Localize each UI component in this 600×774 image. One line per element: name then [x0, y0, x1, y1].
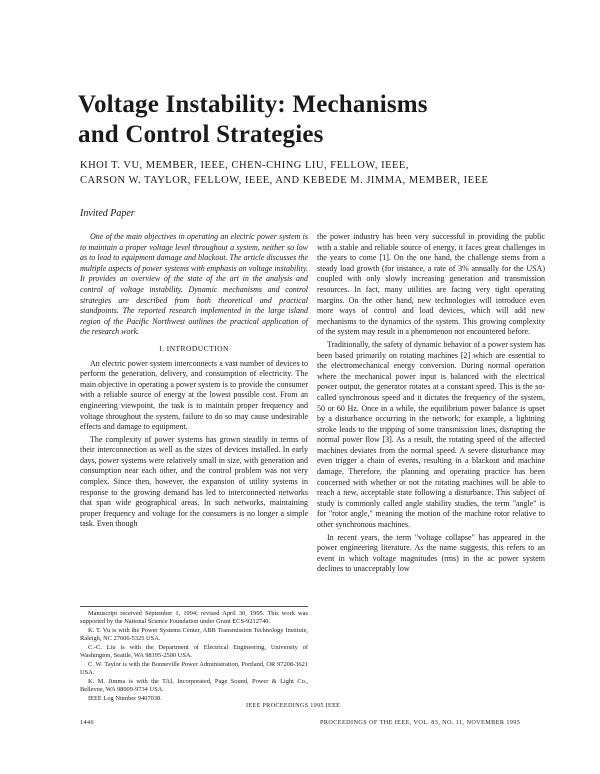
ieee-copyright-line: IEEE PROCEEDINGS 1995 IEEE	[246, 702, 341, 709]
author-line-2: CARSON W. TAYLOR, FELLOW, IEEE, AND KEBEDE M. JIMMA, MEMBER, IEEE	[80, 175, 489, 186]
journal-footer: PROCEEDINGS OF THE IEEE, VOL. 83, NO. 11, NOVEMBER 1995	[320, 719, 521, 726]
page-number: 1446	[80, 719, 94, 726]
title-line-2: and Control Strategies	[78, 121, 324, 148]
footnote-author-jimma: K. M. Jimma is with the TAI, Incorporated, Page Sound, Power & Light Co., Bellevue, WA 98009-9734 USA.	[80, 678, 308, 693]
section-heading-introduction: I. INTRODUCTION	[159, 343, 229, 353]
right-paragraph-2: Traditionally, the safety of dynamic behavior of a power system has been based primarily on rotating machines [2] which are essential to the electromechanical energy conversion. During normal operation where the mechanical power input is balanced with the electrical power output, the generator rotates at a constant speed. This is the so-called synchronous speed and it dictates the frequency of the system, 50 or 60 Hz. Once in a while, the equilibrium power balance is upset by a disturbance occurring in the network; for example, a lightning stroke leads to the tripping of some transmission lines, disrupting the normal power flow [3]. As a result, the rotating speed of the affected machines deviates from the normal speed. A severe disturbance may even trigger a chain of events, resulting in a blackout and machine damage. Therefore, the planning and operating practice has been concerned with whether or not the rotating machines will be able to reach a new, acceptable state following a disturbance. This subject of study is commonly called angle stability studies, the term "angle" is for "rotor angle," meaning the motion of the machine rotor relative to other synchronous machines.	[317, 339, 545, 530]
abstract: One of the main objectives in operating an electric power system is to maintain a proper voltage level throughout a system, neither so low as to lead to equipment damage and blackout. The article discusses the multiple aspects of power systems with emphasis on voltage instability. It provides an overview of the state of the art in the analysis and control of voltage instability. Dynamic mechanisms and control strategies are described from both theoretical and practical standpoints. The reported research implemented in the large island region of the Pacific Northwest outlines the practical application of the research work.	[80, 232, 308, 337]
footnote-manuscript: Manuscript received September 1, 1994; revised April 30, 1995. This work was supported by the National Science Foundation under Grant ECS-9212740.	[80, 610, 308, 625]
right-paragraph-3: In recent years, the term "voltage collapse" has appeared in the power engineering literature. As the name suggests, this refers to an event in which voltage magnitudes (rms) in the ac power system declines to unacceptably low	[317, 532, 545, 574]
footnote-log-number: IEEE Log Number 9407038.	[88, 695, 162, 702]
footnote-author-liu: C.-C. Liu is with the Department of Electrical Engineering, University of Washington, Seattle, WA 98195-2500 USA.	[80, 644, 308, 659]
title-line-1: Voltage Instability: Mechanisms	[78, 91, 428, 118]
author-line-1: KHOI T. VU, MEMBER, IEEE, CHEN-CHING LIU, FELLOW, IEEE,	[80, 160, 409, 171]
author-list	[80, 158, 550, 188]
invited-paper-label: Invited Paper	[80, 208, 135, 219]
left-paragraph-1: An electric power system interconnects a vast number of devices to perform the generation, delivery, and consumption of electricity. The main objective in operating a power system is to provide the consumer with a reliable source of energy at the lowest possible cost. From an engineering viewpoint, the task is to maintain proper frequency and voltage throughout the system, failure to do so may cause undesirable effects and damage to equipment.	[80, 358, 308, 432]
left-column	[80, 232, 308, 532]
right-paragraph-1: the power industry has been very successful in providing the public with a stable and reliable source of energy, it faces great challenges in the years to come [1]. On the one hand, the challenge stems from a steady load growth (for instance, a rate of 3% annually for the USA) coupled with only slowly increasing generation and transmission resources. In fact, many utilities are facing very tight operating margins. On the other hand, new technologies will introduce even more ways of control and load devices, which will add new mechanisms to the dynamics of the system. This growing complexity of the system may result in a phenomenon not encountered before.	[317, 232, 545, 337]
footnotes	[80, 606, 308, 704]
paper-title	[78, 90, 548, 150]
footnote-author-vu: K. T. Vu is with the Power Systems Center, ABB Transmission Technology Institute, Raleigh, NC 27606-5325 USA.	[80, 627, 308, 642]
right-column	[317, 232, 545, 577]
left-paragraph-2: The complexity of power systems has grown steadily in terms of their interconnection as well as the sizes of devices installed. In early days, power systems were relatively small in size, with generation and consumption near each other, and the control problem was not very complex. Since then, however, the expansion of utility systems in response to the growing demand has led to interconnected networks that span wide geographical areas. In such networks, maintaining proper frequency and voltage for the consumers is no longer a simple task. Even though	[80, 434, 308, 529]
footnote-author-taylor: C. W. Taylor is with the Bonneville Power Administration, Portland, OR 97208-3621 USA.	[80, 661, 308, 676]
